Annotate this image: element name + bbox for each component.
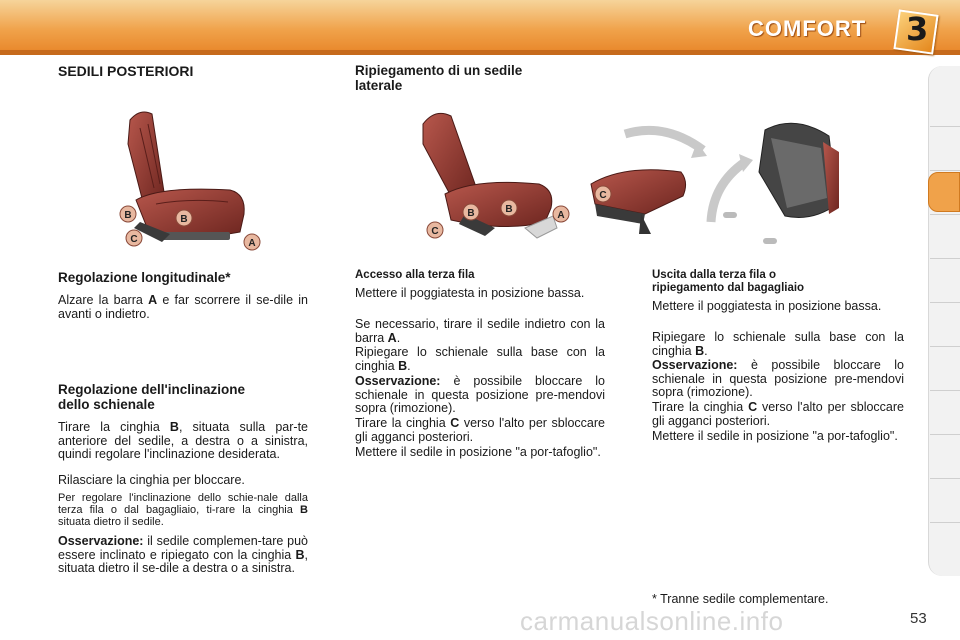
paragraph-recline-3: Per regolare l'inclinazione dello schie-nale dalla terza fila o dal bagagliaio, ti-rare la cinghia B situata dietro il sedile. xyxy=(58,492,308,528)
label-a-text: A xyxy=(557,210,565,221)
paragraph-exit-note: Osservazione: è possibile bloccare lo schienale in questa posizione pre-mendovi sopra (rimozione). xyxy=(652,358,904,399)
section-title-sedili-posteriori: SEDILI POSTERIORI xyxy=(58,63,194,79)
label-b-text: B xyxy=(180,214,188,225)
paragraph-access-2: Se necessario, tirare il sedile indietro con la barra A. xyxy=(355,317,605,345)
paragraph-access-note: Osservazione: è possibile bloccare lo schienale in questa posizione pre-mendovi sopra (rimozione). xyxy=(355,374,605,415)
heading-regolazione-inclinazione: Regolazione dell'inclinazione dello schienale xyxy=(58,382,245,412)
label-a-text: A xyxy=(248,238,256,249)
side-tab-divider xyxy=(930,258,960,259)
heading-accesso-terza-fila: Accesso alla terza fila xyxy=(355,269,475,281)
paragraph-exit-4: Tirare la cinghia C verso l'alto per sbloccare gli agganci posteriori. xyxy=(652,400,904,428)
label-c-text: C xyxy=(599,190,607,201)
paragraph-recline-note: Osservazione: il sedile complemen-tare può essere inclinato e ripiegato con la cinghia B, situata dietro il se-dile a destra o a sinistra. xyxy=(58,534,308,575)
side-tab-divider xyxy=(930,346,960,347)
heading-ripiegamento: Ripiegamento di un sedile laterale xyxy=(355,63,523,93)
seat-folding-illustration-3 xyxy=(705,112,845,252)
side-tab-divider xyxy=(930,126,960,127)
paragraph-recline-2: Rilasciare la cinghia per bloccare. xyxy=(58,473,245,487)
paragraph-exit-5: Mettere il sedile in posizione "a por-tafoglio". xyxy=(652,429,898,443)
side-tab-divider xyxy=(930,302,960,303)
side-tab-active[interactable] xyxy=(928,172,960,212)
side-tab-divider xyxy=(930,214,960,215)
seat-folding-illustration-2 xyxy=(585,122,720,242)
footnote: * Tranne sedile complementare. xyxy=(652,592,829,606)
paragraph-access-1: Mettere il poggiatesta in posizione bassa. xyxy=(355,286,585,300)
paragraph-access-3: Ripiegare lo schienale sulla base con la cinghia B. xyxy=(355,345,605,373)
chapter-side-tabs xyxy=(928,66,960,576)
paragraph-exit-2: Ripiegare lo schienale sulla base con la cinghia B. xyxy=(652,330,904,358)
paragraph-access-6: Mettere il sedile in posizione "a por-tafoglio". xyxy=(355,445,601,459)
label-b-text: B xyxy=(124,210,132,221)
page-title: COMFORT xyxy=(748,16,867,41)
side-tab-divider xyxy=(930,170,960,171)
chapter-number: 3 xyxy=(906,10,929,48)
paragraph-longitudinal: Alzare la barra A e far scorrere il se-dile in avanti o indietro. xyxy=(58,293,309,321)
page-number: 53 xyxy=(910,610,927,627)
label-c-text: C xyxy=(130,234,138,245)
label-b-text: B xyxy=(467,208,475,219)
side-tab-divider xyxy=(930,478,960,479)
label-c-text: C xyxy=(431,226,439,237)
seat-adjustment-illustration xyxy=(100,104,270,256)
side-tab-divider xyxy=(930,522,960,523)
paragraph-recline-1: Tirare la cinghia B, situata sulla par-te anteriore del sedile, a destra o a sinistra, quindi regolare l'inclinazione desiderata. xyxy=(58,420,308,461)
heading-regolazione-longitudinale: Regolazione longitudinale* xyxy=(58,270,231,285)
paragraph-access-5: Tirare la cinghia C verso l'alto per sbloccare gli agganci posteriori. xyxy=(355,416,605,444)
seat-folding-illustration-1 xyxy=(405,104,575,252)
side-tab-divider xyxy=(930,390,960,391)
watermark: carmanualsonline.info xyxy=(520,606,784,636)
paragraph-exit-1: Mettere il poggiatesta in posizione bassa. xyxy=(652,299,882,313)
side-tab-divider xyxy=(930,434,960,435)
header-underline xyxy=(0,50,960,55)
label-b-text: B xyxy=(505,204,513,215)
heading-uscita-terza-fila: Uscita dalla terza fila o ripiegamento dal bagagliaio xyxy=(652,269,805,294)
